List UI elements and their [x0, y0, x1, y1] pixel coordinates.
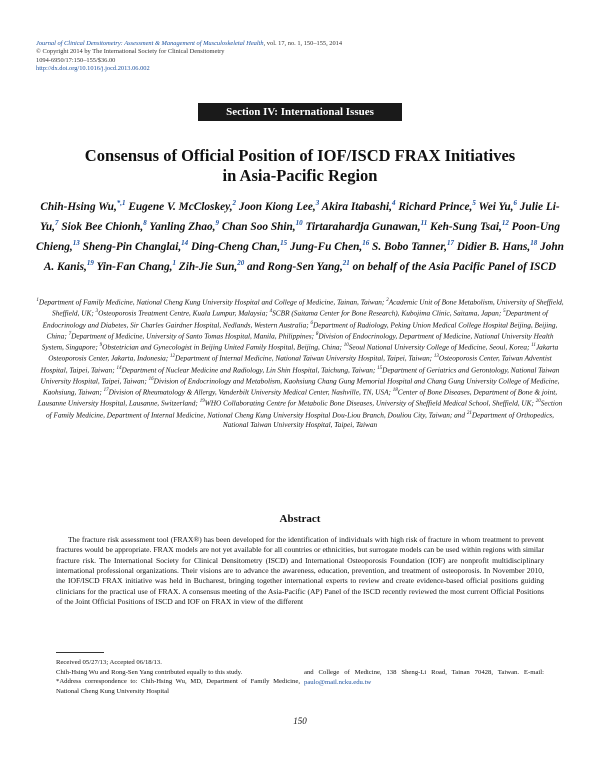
journal-issn: 1094-6950/17:150–155/$36.00 — [36, 56, 116, 64]
author-name: Keh-Sung Tsai, — [430, 220, 502, 233]
affiliation-number: 9 — [99, 343, 103, 349]
affiliation-text: Department of Medicine, University of Santo Tomas Hospital, Manila, Philippines; — [71, 331, 315, 341]
affiliation-text: Seoul National University College of Medicine, Seoul, Korea; — [348, 342, 530, 352]
author-affiliation-mark: 13 — [72, 239, 80, 248]
author-name: Poon-Ung Chieng, — [36, 220, 560, 253]
author-name: Richard Prince, — [398, 200, 473, 213]
affiliation-text: SCBR (Saitama Center for Bone Research), Kubojima Clinic, Saitama, Japan; — [272, 308, 502, 318]
author-affiliation-mark: 8 — [143, 219, 147, 228]
author-name: Eugene V. McCloskey, — [128, 200, 233, 213]
journal-citation — [36, 40, 576, 48]
author-name: John A. Kanis, — [43, 240, 564, 273]
footnotes-left — [56, 658, 300, 696]
author-name: Siok Bee Chionh, — [61, 220, 144, 233]
author-affiliation-mark: 4 — [391, 199, 396, 207]
affiliation-number: 11 — [531, 343, 536, 349]
affiliation-text: Osteoporosis Center, Taiwan Adventist Hospital, Taipei, Taiwan; — [40, 353, 552, 375]
author-name: Wei Yu, — [478, 200, 514, 213]
journal-header — [36, 40, 576, 74]
affiliation-text: Department of Radiology, Peking Union Medical College Hospital Beijing, Beijing, China; — [46, 319, 558, 341]
author-affiliation-mark: 20 — [237, 259, 245, 268]
author-name: Chih-Hsing Wu, — [40, 200, 117, 213]
affiliation-text: Department of Internal Medicine, National Taiwan University Hospital, Taipei, Taiwan; — [175, 353, 433, 363]
affiliation-text: Department of Family Medicine, National Cheng Kung University Hospital and College of Medicine, Tainan, Taiwan; — [38, 297, 385, 307]
author-affiliation-mark: 1 — [172, 259, 176, 268]
affiliation-number: 7 — [68, 331, 72, 337]
author-name: Akira Itabashi, — [321, 200, 392, 213]
author-affiliation-mark: 16 — [362, 239, 370, 248]
equal-contribution-note: Chih-Hsing Wu and Rong-Sen Yang contributed equally to this study. — [56, 668, 243, 676]
author-name: Yin-Fan Chang, — [96, 260, 173, 273]
affiliation-number: 2 — [386, 298, 389, 303]
journal-volume: , vol. 17, no. 1, 150–155, 2014 — [263, 40, 343, 47]
author-name: S. Bobo Tanner, — [372, 240, 447, 253]
author-name: Joon Kiong Lee, — [238, 200, 316, 213]
affiliations — [36, 296, 564, 430]
author-name: Zih-Jie Sun, — [178, 260, 238, 273]
author-name: Julie Li-Yu, — [40, 200, 560, 233]
affiliation-number: 16 — [148, 376, 154, 382]
author-name: Yanling Zhao, — [149, 220, 216, 233]
affiliation-number: 6 — [310, 320, 313, 326]
affiliation-text: Academic Unit of Bone Metabolism, University of Sheffield, Sheffield, UK; — [52, 297, 564, 318]
author-affiliation-mark: 14 — [181, 239, 189, 248]
author-affiliation-mark: 2 — [232, 199, 237, 207]
affiliation-number: 5 — [503, 309, 506, 315]
title-line-2: in Asia-Pacific Region — [222, 166, 378, 185]
page-number: 150 — [293, 716, 307, 726]
affiliation-text: Division of Endocrinology, Department of Medicine, National University Health System, Singapore; — [41, 331, 554, 352]
journal-name: Journal of Clinical Densitometry: Assessment & Management of Musculoskeletal Health — [36, 40, 264, 47]
author-group-note: on behalf of the Asia Pacific Panel of ISCD — [352, 260, 557, 273]
author-name: and Rong-Sen Yang, — [247, 260, 343, 273]
author-affiliation-mark: 3 — [315, 199, 320, 207]
affiliation-number: 13 — [433, 354, 439, 360]
affiliation-text: Division of Endocrinology and Metabolism, Kaohsiung Chang Gung Memorial Hospital and Chang Gung University College of Medicine, Kaohsiung, Taiwan; — [42, 376, 560, 397]
affiliation-text: WHO Collaborating Centre for Metabolic Bone Diseases, University of Sheffield Medical School, Sheffield, UK; — [204, 398, 534, 408]
affiliation-number: 18 — [392, 388, 398, 394]
correspondence-note: *Address correspondence to: Chih-Hsing Wu, MD, Department of Family Medicine, National Cheng Kung University Hospital — [56, 678, 300, 695]
author-affiliation-mark: 10 — [295, 219, 303, 228]
author-affiliation-mark: 9 — [215, 219, 220, 228]
correspondence-address: and College of Medicine, 138 Sheng-Li Road, Tainan 70428, Taiwan. E-mail: — [304, 669, 544, 676]
title-line-1: Consensus of Official Position of IOF/ISCD FRAX Initiatives — [84, 146, 516, 165]
affiliation-number: 14 — [116, 365, 122, 371]
affiliation-text: Jakarta Osteoporosis Center, Jakarta, Indonesia; — [48, 342, 559, 363]
author-affiliation-mark: 17 — [446, 239, 454, 248]
author-affiliation-mark: *,1 — [116, 199, 126, 207]
author-affiliation-mark: 7 — [54, 219, 59, 228]
author-affiliation-mark: 11 — [420, 219, 428, 228]
affiliation-number: 17 — [103, 388, 109, 394]
affiliation-number: 15 — [377, 365, 383, 371]
author-affiliation-mark: 6 — [513, 199, 517, 207]
author-affiliation-mark: 18 — [530, 239, 538, 248]
article-title — [40, 146, 560, 186]
author-affiliation-mark: 15 — [280, 239, 288, 248]
affiliation-number: 3 — [95, 309, 99, 315]
section-banner: Section IV: International Issues — [198, 103, 402, 121]
author-name: Jung-Fu Chen, — [289, 240, 363, 253]
affiliation-number: 20 — [535, 399, 541, 405]
affiliation-text: Department of Nuclear Medicine and Radiology, Lin Shin Hospital, Taichung, Taiwan; — [121, 365, 376, 375]
author-affiliation-mark: 19 — [86, 259, 94, 268]
abstract-text: The fracture risk assessment tool (FRAX®) has been developed for the identification of individuals with high risk of fracture in whom treatment to prevent fractures would be appropriate. FRAX models are not yet available for all countries or ethnicities, but surrogate models can be used within regions with similar fracture risk. The International Society for Clinical Densitometry (ISCD) and International Osteoporosis Foundation (IOF) are nonprofit multidisciplinary international professional organizations. Their visions are to advance the awareness, education, prevention, and treatment of osteoporosis. In November 2010, the IOF/ISCD FRAX initiative was held in Bucharest, bringing together international experts to review and create evidence-based official positions guiding clinicians for the practical use of FRAX. A consensus meeting of the Asia-Pacific (AP) Panel of the ISCD recently reviewed the most current Official Positions of the Joint Official Positions of ISCD and IOF on FRAX in view of the different — [56, 535, 544, 607]
affiliation-text: Department of Orthopedics, National Taiwan University Hospital, Taipei, Taiwan — [222, 410, 554, 429]
affiliation-number: 8 — [315, 331, 319, 337]
affiliation-number: 12 — [170, 354, 176, 360]
received-date: Received 05/27/13; Accepted 06/18/13. — [56, 659, 162, 666]
author-name: Tirtarahardja Gunawan, — [305, 220, 421, 233]
email-link[interactable]: paulo@mail.ncku.edu.tw — [304, 678, 372, 686]
journal-copyright: © Copyright 2014 by The International Society for Clinical Densitometry — [36, 48, 225, 56]
affiliation-text: Obstetrician and Gynecologist in Beijing United Family Hospital, Beijing, China; — [102, 342, 342, 352]
author-name: Sheng-Pin Changlai, — [82, 240, 182, 253]
affiliation-number: 19 — [199, 399, 205, 405]
affiliation-number: 10 — [343, 343, 349, 349]
author-affiliation-mark: 21 — [342, 259, 350, 268]
affiliation-text: Department of Geriatrics and Gerontology, National Taiwan University Hospital, Taipei, Taiwan; — [40, 365, 560, 386]
author-affiliation-mark: 5 — [472, 199, 476, 207]
author-name: Didier B. Hans, — [456, 240, 531, 253]
abstract-heading: Abstract — [279, 513, 321, 525]
author-list — [36, 195, 564, 275]
footnote-rule — [56, 652, 104, 653]
affiliation-number: 1 — [36, 298, 39, 303]
affiliation-text: Section of Family Medicine, Department of Internal Medicine, National Cheng Kung University Hospital Dou-Liou Branch, Douliou City, Taiwan; and — [46, 398, 563, 420]
affiliation-text: Osteoporosis Treatment Centre, Kuala Lumpur, Malaysia; — [98, 308, 268, 318]
author-name: Chan Soo Shin, — [221, 220, 296, 233]
affiliation-text: Department of Endocrinology and Diabetes, Sir Charles Gairdner Hospital, Nedlands, Western Australia; — [42, 308, 548, 329]
footnotes-right — [304, 668, 544, 687]
author-name: Ding-Cheng Chan, — [191, 240, 281, 253]
doi-link[interactable]: http://dx.doi.org/10.1016/j.jocd.2013.06.002 — [36, 65, 150, 73]
affiliation-number: 4 — [269, 309, 273, 315]
affiliation-text: Division of Rheumatology & Allergy, Vanderbilt University Medical Center, Nashville, TN, USA; — [108, 387, 391, 397]
author-affiliation-mark: 12 — [501, 219, 509, 228]
affiliation-number: 21 — [466, 410, 472, 416]
affiliation-text: Center of Bone Diseases, Department of Bone & joint, Lausanne University Hospital, Lausanne, Switzerland; — [37, 387, 558, 408]
